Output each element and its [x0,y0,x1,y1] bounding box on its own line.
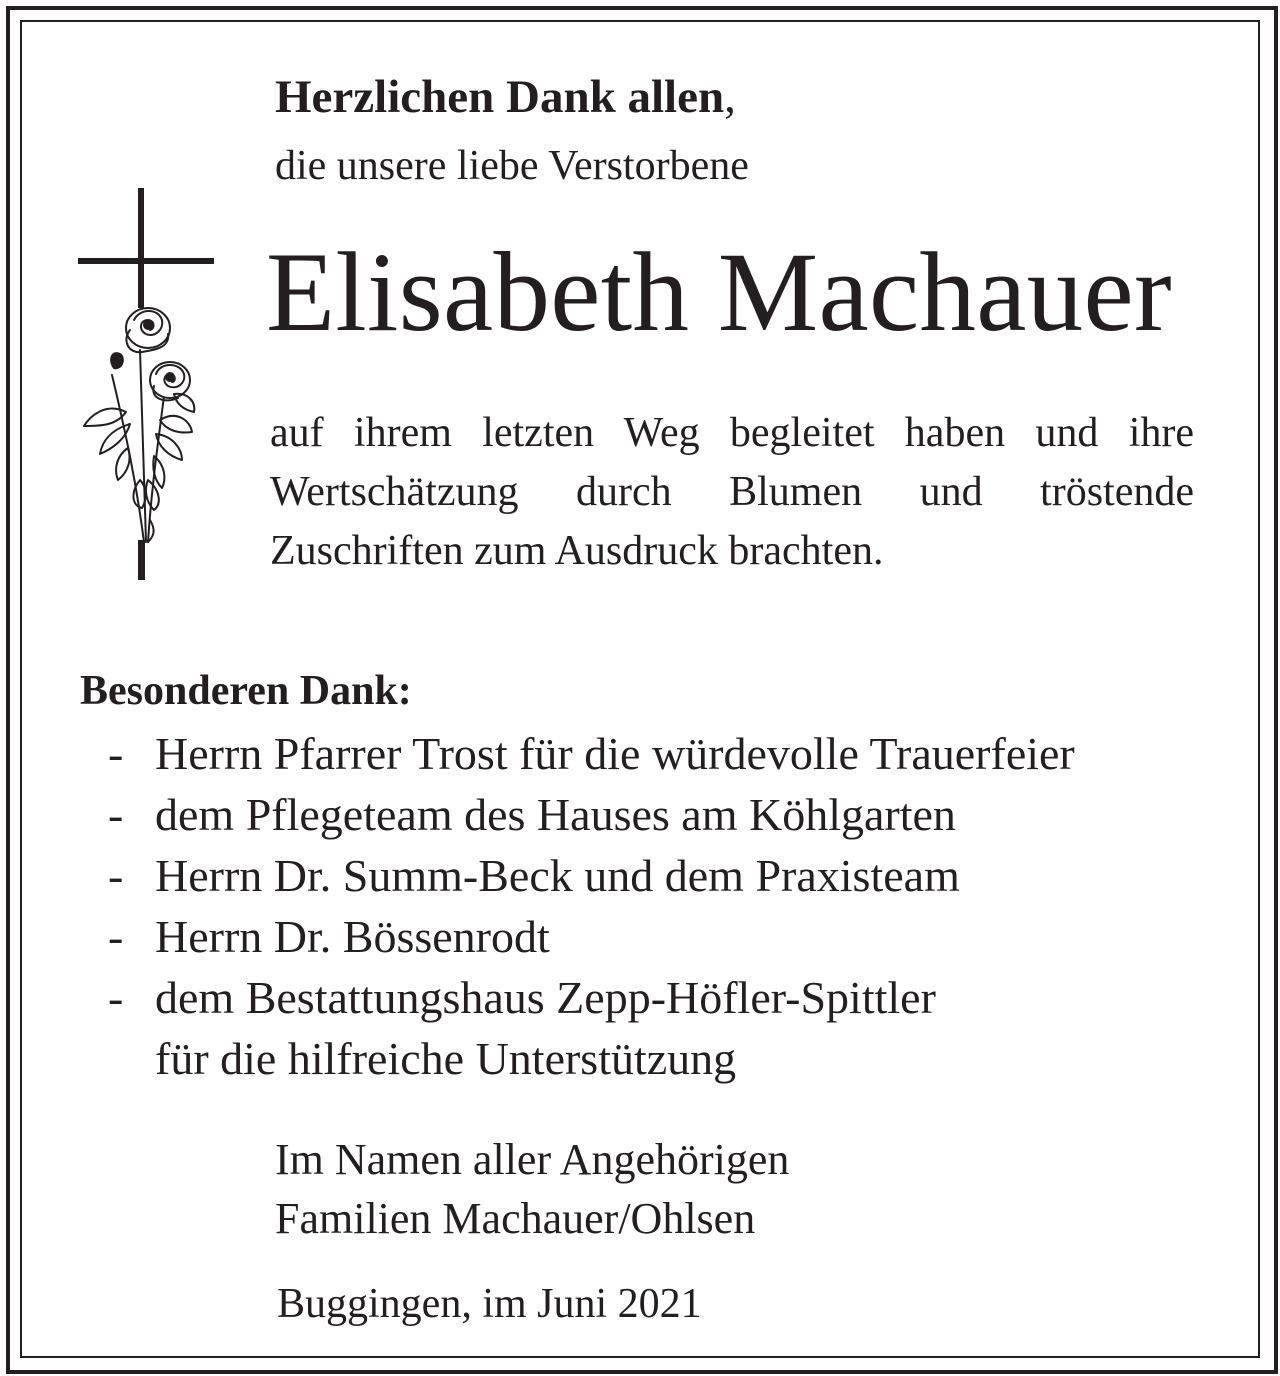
paragraph-line: auf ihrem letzten Weg begleitet haben und ihre [270,410,1194,456]
place-date: Buggingen, im Juni 2021 [277,1281,702,1327]
list-item-text: Herrn Dr. Bössenrodt [155,911,550,962]
special-thanks-heading: Besonderen Dank: [80,668,412,714]
paragraph [270,404,1194,581]
list-item-text: dem Bestattungshaus Zepp-Höfler-Spittler [155,972,936,1023]
deceased-name: Elisabeth Machauer [266,230,1172,355]
list-item-text: Herrn Dr. Summ-Beck und dem Praxisteam [155,850,960,901]
bullet-dash: - [108,789,124,840]
bullet-dash: - [108,972,124,1023]
closing-signature [275,1130,789,1248]
bullet-dash: - [108,911,124,962]
heading-text: Herzlichen Dank allen [275,71,725,123]
cross-with-roses-icon [70,180,230,590]
list-item-text: dem Pflegeteam des Hauses am Köhlgarten [155,789,956,840]
heading-comma: , [724,71,736,123]
closing-line: Im Namen aller Angehörigen [275,1135,790,1184]
bullet-dash: - [108,850,124,901]
list-item-text: für die hilfreiche Unterstützung [155,1033,737,1084]
paragraph-line: Wertschätzung durch Blumen und tröstende [270,469,1194,515]
subheading: die unsere liebe Verstorbene [275,143,749,189]
bullet-dash: - [108,728,124,779]
list-item-text: Herrn Pfarrer Trost für die würdevolle Trauerfeier [155,728,1075,779]
paragraph-line: Zuschriften zum Ausdruck brachten. [270,528,884,574]
heading [275,70,736,124]
closing-line: Familien Machauer/Ohlsen [275,1194,756,1243]
